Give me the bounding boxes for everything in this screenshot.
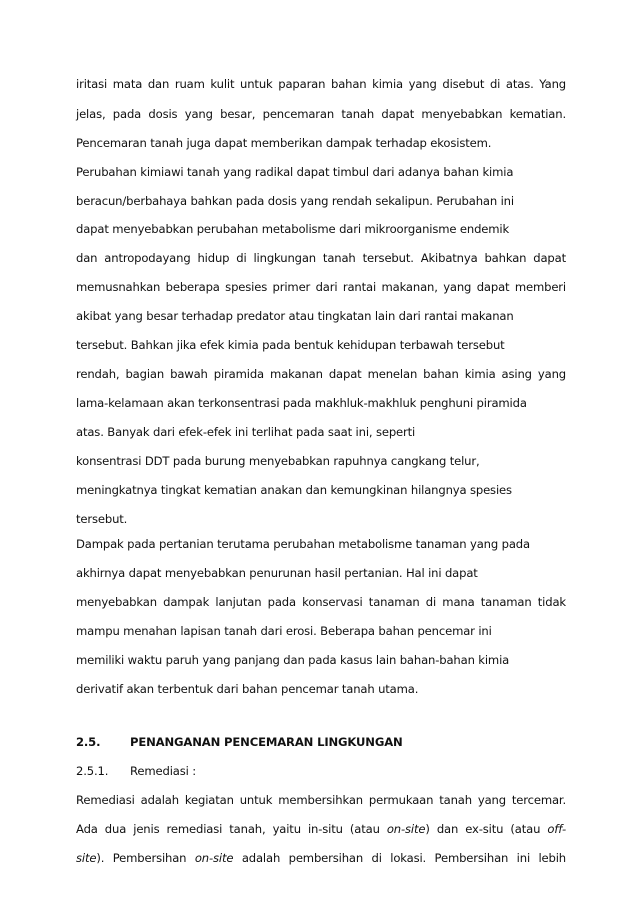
text-run: Ada dua jenis remediasi tanah, yaitu in-situ (atau <box>76 822 387 836</box>
subsection-heading <box>76 764 566 778</box>
paragraph-1-line: dan antropodayang hidup di lingkungan tanah tersebut. Akibatnya bahkan dapat <box>76 251 566 265</box>
paragraph-1-line: Pencemaran tanah juga dapat memberikan dampak terhadap ekosistem. <box>76 136 492 150</box>
text-run: ). Pembersihan <box>96 851 195 865</box>
text-run: ) dan ex-situ (atau <box>425 822 548 836</box>
paragraph-1-line: dapat menyebabkan perubahan metabolisme dari mikroorganisme endemik <box>76 222 510 236</box>
italic-term: on-site <box>386 822 426 836</box>
paragraph-2-line: akhirnya dapat menyebabkan penurunan hasil pertanian. Hal ini dapat <box>76 566 478 580</box>
section-number: 2.5. <box>76 735 101 749</box>
paragraph-1-line: beracun/berbahaya bahkan pada dosis yang rendah sekalipun. Perubahan ini <box>76 194 514 208</box>
paragraph-1-line: atas. Banyak dari efek-efek ini terlihat pada saat ini, seperti <box>76 425 416 439</box>
paragraph-1-line: memusnahkan beberapa spesies primer dari rantai makanan, yang dapat memberi <box>76 280 566 294</box>
paragraph-2-line: menyebabkan dampak lanjutan pada konservasi tanaman di mana tanaman tidak <box>76 595 566 609</box>
paragraph-1-line: meningkatnya tingkat kematian anakan dan kemungkinan hilangnya spesies <box>76 483 512 497</box>
subsection-number: 2.5.1. <box>76 764 109 778</box>
paragraph-2-line: memiliki waktu paruh yang panjang dan pada kasus lain bahan-bahan kimia <box>76 653 510 667</box>
paragraph-1-line: akibat yang besar terhadap predator atau tingkatan lain dari rantai makanan <box>76 309 514 323</box>
italic-term: off- <box>547 822 566 836</box>
paragraph-2-line: mampu menahan lapisan tanah dari erosi. Beberapa bahan pencemar ini <box>76 624 492 638</box>
italic-term: on-site <box>194 851 234 865</box>
paragraph-1-line: lama-kelamaan akan terkonsentrasi pada makhluk-makhluk penghuni piramida <box>76 396 527 410</box>
section-heading <box>76 735 566 749</box>
paragraph-1-line: jelas, pada dosis yang besar, pencemaran tanah dapat menyebabkan kematian. <box>76 107 566 121</box>
paragraph-3-line <box>76 822 566 836</box>
paragraph-2-line: Dampak pada pertanian terutama perubahan metabolisme tanaman yang pada <box>76 537 530 551</box>
italic-term: site <box>76 851 97 865</box>
paragraph-1-line: rendah, bagian bawah piramida makanan dapat menelan bahan kimia asing yang <box>76 367 566 381</box>
paragraph-3-line: Remediasi adalah kegiatan untuk membersihkan permukaan tanah yang tercemar. <box>76 793 566 807</box>
section-title: PENANGANAN PENCEMARAN LINGKUNGAN <box>130 735 403 749</box>
paragraph-1-line: konsentrasi DDT pada burung menyebabkan rapuhnya cangkang telur, <box>76 454 480 468</box>
paragraph-1-line: tersebut. <box>76 512 128 526</box>
text-run: adalah pembersihan di lokasi. Pembersihan ini lebih <box>233 851 567 865</box>
paragraph-1-line: Perubahan kimiawi tanah yang radikal dapat timbul dari adanya bahan kimia <box>76 165 514 179</box>
paragraph-1-line: tersebut. Bahkan jika efek kimia pada bentuk kehidupan terbawah tersebut <box>76 338 505 352</box>
paragraph-1-line: iritasi mata dan ruam kulit untuk paparan bahan kimia yang disebut di atas. Yang <box>76 77 566 91</box>
paragraph-2-line: derivatif akan terbentuk dari bahan pencemar tanah utama. <box>76 682 419 696</box>
subsection-title: Remediasi : <box>130 764 196 778</box>
paragraph-3-line <box>76 851 566 865</box>
